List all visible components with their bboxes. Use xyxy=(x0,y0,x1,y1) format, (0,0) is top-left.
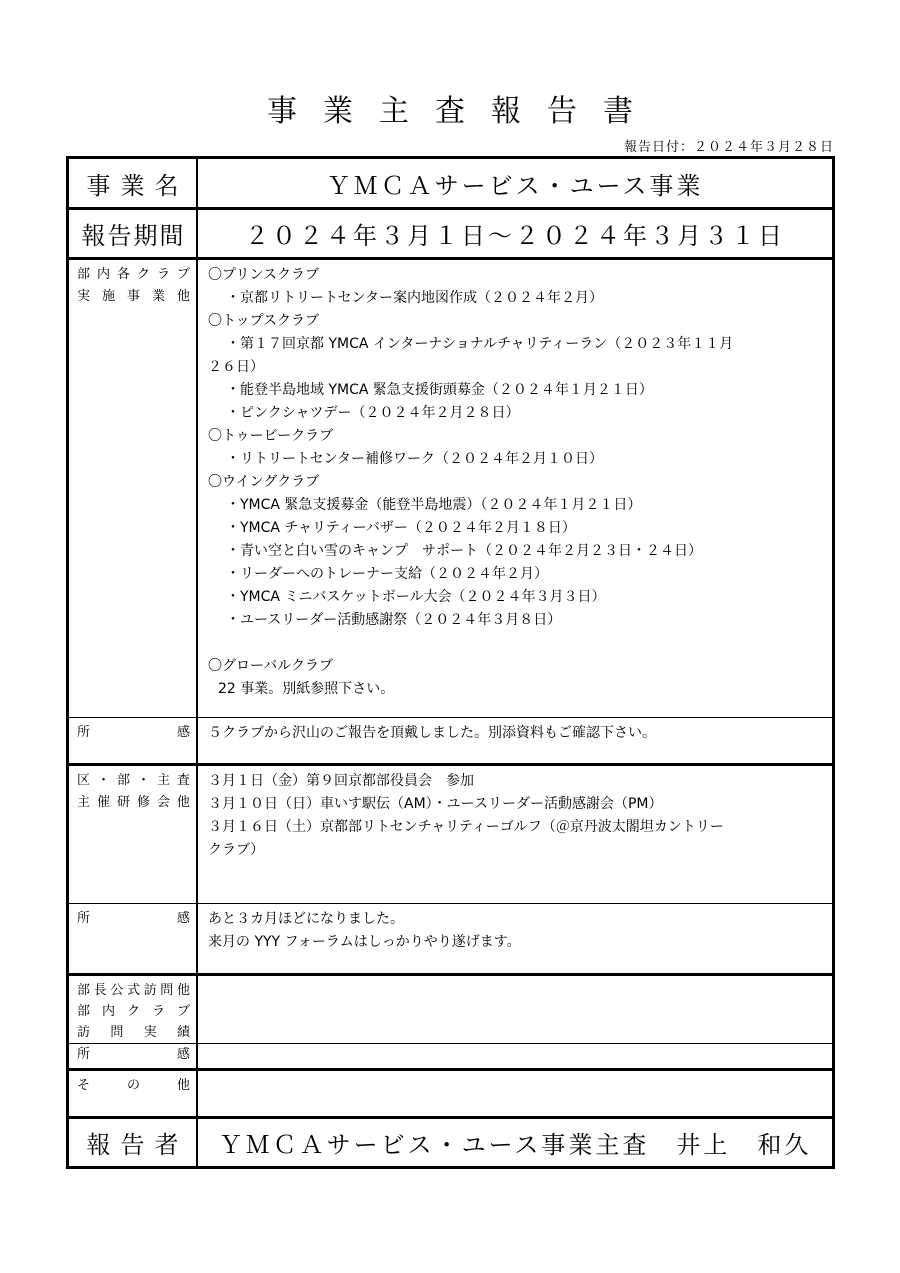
label-char: 公 xyxy=(110,983,124,998)
event-line: ３月１６日（土）京都部リトセンチャリティーゴルフ（＠京丹波太閤坦カントリー xyxy=(208,819,724,835)
label-char: 各 xyxy=(116,267,130,282)
activity-line: 〇トップスクラブ xyxy=(208,313,320,329)
impression-label-right: 感 xyxy=(176,725,190,740)
activity-line: ・ユースリーダー活動感謝祭（２０２４年３月８日） xyxy=(226,612,562,628)
label-char: 他 xyxy=(176,289,190,304)
label-char: ク xyxy=(136,267,150,282)
visits-value xyxy=(198,976,832,980)
label-char: 主 xyxy=(77,795,91,810)
activity-line: 〇グローバルクラブ xyxy=(208,658,334,674)
activity-line: 〇プリンスクラブ xyxy=(208,267,320,283)
label-char: 問 xyxy=(160,983,174,998)
label-char: 訪 xyxy=(143,983,157,998)
label-char: 内 xyxy=(101,1004,115,1019)
impression-line: ５クラブから沢山のご報告を頂戴しました。別添資料もご確認下さい。 xyxy=(208,725,656,741)
label-line xyxy=(77,1022,190,1043)
activity-line: ・YMCA チャリティーバザー（２０２４年２月１８日） xyxy=(226,520,576,536)
label-line xyxy=(77,1001,190,1022)
report-form xyxy=(66,156,835,1169)
activity-line: 〇ウイングクラブ xyxy=(208,474,320,490)
label-char: 実 xyxy=(143,1025,157,1040)
activity-line: ・青い空と白い雪のキャンプ サポート（２０２４年２月２３日・２４日） xyxy=(226,543,702,559)
business-name-value: ＹＭＣＡサービス・ユース事業 xyxy=(326,171,704,200)
label-char: 施 xyxy=(101,289,115,304)
label-line xyxy=(77,286,190,308)
label-char: 部 xyxy=(77,1004,91,1019)
event-line: クラブ） xyxy=(208,842,265,858)
label-char: 研 xyxy=(116,795,130,810)
activity-line: ２６日） xyxy=(208,359,264,375)
events-list xyxy=(198,766,832,862)
label-line xyxy=(77,264,190,286)
report-period-value: ２０２４年３月１日～２０２４年３月３１日 xyxy=(245,222,785,250)
label-char: 実 xyxy=(77,289,91,304)
activity-line: ・リーダーへのトレーナー支給（２０２４年２月） xyxy=(226,566,548,582)
clubs-label xyxy=(69,260,196,308)
activity-line: ・YMCA ミニバスケットボール大会（２０２４年３月３日） xyxy=(226,589,606,605)
label-line xyxy=(77,1075,190,1097)
label-char: 部 xyxy=(116,773,130,788)
label-char: 査 xyxy=(176,773,190,788)
label-char: 会 xyxy=(156,795,170,810)
activity-line: ・第１７回京都 YMCA インターナショナルチャリティーラン（２０２３年１１月 xyxy=(226,336,734,352)
document-title: 事業主査報告書 xyxy=(267,94,659,129)
report-period-label: 報告期間 xyxy=(81,222,186,250)
impression-label-left: 所 xyxy=(77,911,91,926)
label-char: 式 xyxy=(126,983,140,998)
impression-text-1 xyxy=(198,718,832,745)
label-char: 事 xyxy=(126,289,140,304)
activity-line: 22 事業。別紙参照下さい。 xyxy=(218,681,395,697)
other-value xyxy=(198,1071,832,1075)
activity-line: ・京都リトリートセンター案内地図作成（２０２４年２月） xyxy=(226,290,604,306)
label-char: 催 xyxy=(96,795,110,810)
business-name-label: 事業名 xyxy=(86,171,189,200)
label-char: 業 xyxy=(151,289,165,304)
label-line xyxy=(77,792,190,814)
events-label xyxy=(69,766,196,814)
impression-label-left: 所 xyxy=(77,725,91,740)
event-line: ３月１日（金）第９回京都部役員会 参加 xyxy=(208,773,474,789)
label-char: 他 xyxy=(176,1078,190,1093)
label-char: ク xyxy=(126,1004,140,1019)
activity-line: ・リトリートセンター補修ワーク（２０２４年２月１０日） xyxy=(226,451,604,467)
impression-text-2 xyxy=(198,904,832,954)
label-char: 内 xyxy=(96,267,110,282)
label-char: 問 xyxy=(110,1025,124,1040)
event-line: ３月１０日（日）車いす駅伝（AM）・ユースリーダー活動感謝会（PM） xyxy=(208,796,663,812)
impression-label-right: 感 xyxy=(176,1047,190,1062)
report-date: 報告日付：２０２４年３月２８日 xyxy=(623,140,834,155)
impression-label-right: 感 xyxy=(176,911,190,926)
label-char: 主 xyxy=(156,773,170,788)
clubs-activities xyxy=(198,260,832,701)
activity-line: 〇トゥービークラブ xyxy=(208,428,334,444)
impression-line: あと３カ月ほどになりました。 xyxy=(208,911,404,927)
impression-label-3 xyxy=(69,1044,196,1066)
label-char: ブ xyxy=(176,267,190,282)
label-char: の xyxy=(126,1078,140,1093)
impression-label-1 xyxy=(69,718,196,744)
label-char: ・ xyxy=(136,773,150,788)
reporter-label: 報告者 xyxy=(86,1131,189,1159)
impression-value-3 xyxy=(198,1044,832,1048)
label-char: 長 xyxy=(93,983,107,998)
activity-line: ・能登半島地域 YMCA 緊急支援街頭募金（２０２４年１月２１日） xyxy=(226,382,653,398)
activity-line: ・YMCA 緊急支援募金（能登半島地震）（２０２４年１月２１日） xyxy=(226,497,642,513)
label-char: ・ xyxy=(96,773,110,788)
label-char: ラ xyxy=(156,267,170,282)
label-char: 区 xyxy=(77,773,91,788)
visits-label xyxy=(69,976,196,1043)
label-line xyxy=(77,980,190,1001)
activity-line xyxy=(208,632,824,655)
label-char: 部 xyxy=(77,267,91,282)
impression-line: 来月の YYY フォーラムはしっかりやり遂げます。 xyxy=(208,934,521,950)
label-line xyxy=(77,770,190,792)
label-char: 績 xyxy=(176,1025,190,1040)
impression-label-left: 所 xyxy=(77,1047,91,1062)
label-char: 他 xyxy=(176,983,190,998)
label-char: 部 xyxy=(77,983,91,998)
impression-label-2 xyxy=(69,904,196,930)
label-char: 訪 xyxy=(77,1025,91,1040)
activity-line: ・ピンクシャツデー（２０２４年２月２８日） xyxy=(226,405,520,421)
label-char: ブ xyxy=(176,1004,190,1019)
label-char: ラ xyxy=(151,1004,165,1019)
label-char: 他 xyxy=(176,795,190,810)
label-char: そ xyxy=(77,1078,91,1093)
label-char: 修 xyxy=(136,795,150,810)
reporter-value: ＹＭＣＡサービス・ユース事業主査 井上 和久 xyxy=(218,1131,812,1159)
other-label xyxy=(69,1071,196,1097)
